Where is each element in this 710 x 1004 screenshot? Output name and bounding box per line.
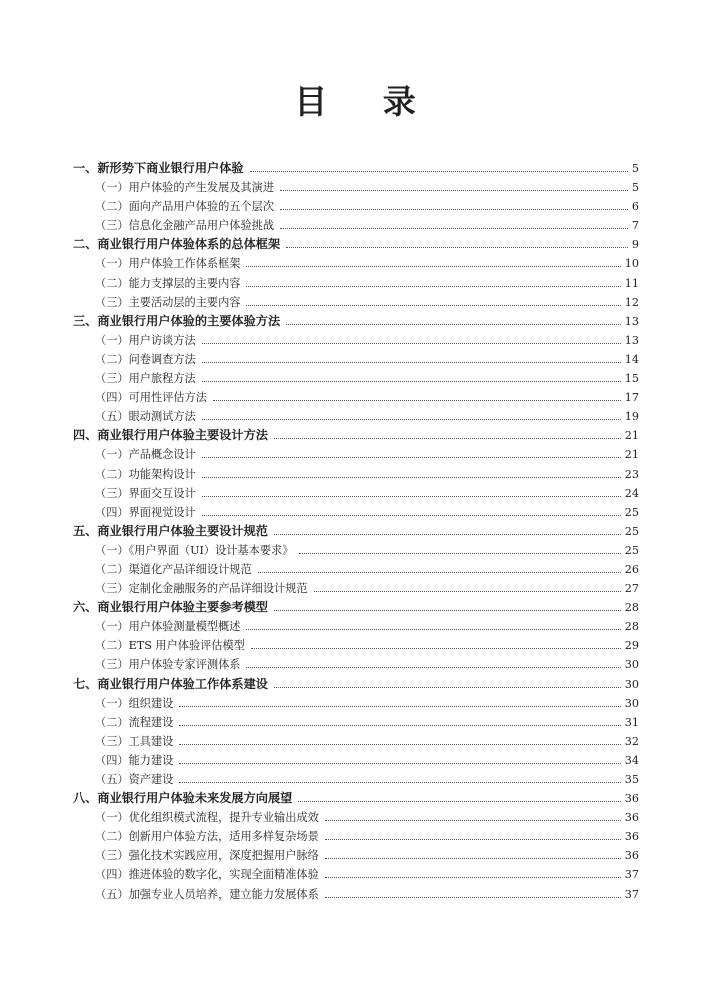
toc-page-number: 30 [624, 677, 639, 691]
dot-leader [246, 629, 620, 630]
dot-leader [250, 171, 628, 172]
toc-entry-label: （四）推进体验的数字化，实现全面精准体验 [95, 868, 319, 882]
toc-entry-label: （四）能力建设 [95, 753, 174, 767]
dot-leader [202, 343, 621, 344]
toc-entry-label: （四）界面视觉设计 [95, 505, 196, 519]
toc-entry-label: （三）定制化金融服务的产品详细设计规范 [95, 582, 308, 596]
toc-section-entry[interactable] [73, 636, 639, 655]
dot-leader [286, 247, 628, 248]
toc-page-number: 12 [624, 295, 639, 309]
page-title: 目 录 [294, 82, 438, 121]
dot-leader [286, 324, 621, 325]
table-of-contents [73, 159, 639, 904]
toc-section-entry[interactable] [73, 713, 639, 732]
dot-leader [246, 305, 620, 306]
dot-leader [251, 648, 621, 649]
toc-page-number: 32 [624, 734, 639, 748]
dot-leader [202, 477, 621, 478]
toc-section-entry[interactable] [73, 694, 639, 713]
dot-leader [179, 782, 620, 783]
toc-section-entry[interactable] [73, 331, 639, 350]
toc-page-number: 26 [624, 562, 639, 576]
toc-entry-label: （二）流程建设 [95, 715, 174, 729]
toc-chapter-entry[interactable] [73, 675, 639, 694]
toc-page-number: 5 [631, 181, 639, 195]
toc-page-number: 28 [624, 620, 639, 634]
toc-entry-label: （一）用户体验测量模型概述 [95, 620, 241, 634]
toc-entry-label: 一、新形势下商业银行用户体验 [73, 161, 244, 175]
toc-page-number: 25 [624, 524, 639, 538]
toc-entry-label: （一）组织建设 [95, 696, 174, 710]
toc-page-number: 37 [624, 887, 639, 901]
toc-entry-label: （二）面向产品用户体验的五个层次 [95, 200, 275, 214]
toc-section-entry[interactable] [73, 350, 639, 369]
toc-page-number: 30 [624, 696, 639, 710]
toc-entry-label: （五）眼动测试方法 [95, 410, 196, 424]
dot-leader [202, 362, 621, 363]
dot-leader [325, 839, 621, 840]
toc-page-number: 13 [624, 314, 639, 328]
toc-section-entry[interactable] [73, 216, 639, 235]
toc-section-entry[interactable] [73, 579, 639, 598]
dot-leader [179, 706, 620, 707]
toc-section-entry[interactable] [73, 617, 639, 636]
toc-chapter-entry[interactable] [73, 235, 639, 254]
toc-chapter-entry[interactable] [73, 522, 639, 541]
toc-entry-label: （三）界面交互设计 [95, 486, 196, 500]
dot-leader [246, 266, 620, 267]
dot-leader [274, 534, 621, 535]
toc-page-number: 36 [624, 830, 639, 844]
dot-leader [280, 228, 628, 229]
toc-page-number: 27 [624, 582, 639, 596]
toc-entry-label: （一）优化组织模式流程，提升专业输出成效 [95, 811, 319, 825]
dot-leader [179, 763, 620, 764]
toc-entry-label: （二）能力支撑层的主要内容 [95, 276, 241, 290]
toc-section-entry[interactable] [73, 407, 639, 426]
toc-section-entry[interactable] [73, 293, 639, 312]
toc-entry-label: 七、商业银行用户体验工作体系建设 [73, 676, 268, 691]
toc-entry-label: （三）主要活动层的主要内容 [95, 295, 241, 309]
toc-section-entry[interactable] [73, 445, 639, 464]
toc-section-entry[interactable] [73, 732, 639, 751]
toc-entry-label: （三）信息化金融产品用户体验挑战 [95, 219, 275, 233]
toc-chapter-entry[interactable] [73, 789, 639, 808]
dot-leader [202, 496, 621, 497]
toc-page-number: 21 [624, 448, 639, 462]
toc-page-number: 30 [624, 658, 639, 672]
toc-chapter-entry[interactable] [73, 159, 639, 178]
dot-leader [280, 209, 628, 210]
toc-section-entry[interactable] [73, 751, 639, 770]
toc-page-number: 37 [624, 868, 639, 882]
dot-leader [246, 667, 620, 668]
toc-entry-label: 四、商业银行用户体验主要设计方法 [73, 428, 268, 443]
toc-entry-label: （一）《用户界面（UI）设计基本要求》 [95, 543, 294, 557]
dot-leader [325, 877, 621, 878]
dot-leader [202, 381, 621, 382]
toc-section-entry[interactable] [73, 655, 639, 674]
toc-page-number: 28 [624, 601, 639, 615]
toc-entry-label: 三、商业银行用户体验的主要体验方法 [73, 313, 281, 328]
dot-leader [274, 438, 621, 439]
toc-page-number: 36 [624, 811, 639, 825]
toc-page-number: 5 [631, 162, 639, 175]
toc-page-number: 25 [624, 505, 639, 519]
toc-entry-label: （二）创新用户体验方法，适用多样复杂场景 [95, 830, 319, 844]
dot-leader [202, 419, 621, 420]
toc-page-number: 19 [624, 410, 639, 424]
dot-leader [179, 744, 620, 745]
toc-entry-label: 二、商业银行用户体验体系的总体框架 [73, 237, 281, 252]
toc-entry-label: （四）可用性评估方法 [95, 391, 207, 405]
toc-page-number: 36 [624, 792, 639, 806]
toc-chapter-entry[interactable] [73, 598, 639, 617]
toc-entry-label: （二）功能架构设计 [95, 467, 196, 481]
toc-entry-label: 六、商业银行用户体验主要参考模型 [73, 600, 268, 615]
toc-page-number: 11 [624, 276, 639, 290]
dot-leader [325, 897, 621, 898]
toc-entry-label: 五、商业银行用户体验主要设计规范 [73, 523, 268, 538]
toc-entry-label: （一）产品概念设计 [95, 448, 196, 462]
dot-leader [202, 457, 621, 458]
toc-entry-label: （三）用户体验专家评测体系 [95, 658, 241, 672]
toc-chapter-entry[interactable] [73, 426, 639, 445]
toc-entry-label: （二）ETS 用户体验评估模型 [95, 639, 245, 653]
dot-leader [246, 286, 620, 287]
dot-leader [280, 190, 628, 191]
toc-entry-label: （一）用户体验工作体系框架 [95, 257, 241, 271]
toc-entry-label: （一）用户体验的产生发展及其演进 [95, 181, 275, 195]
toc-entry-label: （一）用户访谈方法 [95, 333, 196, 347]
toc-entry-label: （三）强化技术实践应用，深度把握用户脉络 [95, 849, 319, 863]
toc-entry-label: （二）渠道化产品详细设计规范 [95, 562, 252, 576]
dot-leader [274, 610, 621, 611]
toc-page-number: 17 [624, 391, 639, 405]
toc-section-entry[interactable] [73, 178, 639, 197]
toc-page-number: 25 [624, 543, 639, 557]
toc-section-entry[interactable] [73, 846, 639, 865]
toc-page-number: 34 [624, 753, 639, 767]
dot-leader [325, 820, 621, 821]
toc-page-number: 9 [631, 238, 639, 252]
toc-entry-label: （二）问卷调查方法 [95, 352, 196, 366]
toc-page-number: 6 [631, 200, 639, 214]
toc-page-number: 13 [624, 333, 639, 347]
toc-entry-label: 八、商业银行用户体验未来发展方向展望 [73, 791, 293, 806]
toc-page-number: 15 [624, 372, 639, 386]
toc-page-number: 23 [624, 467, 639, 481]
toc-page-number: 31 [624, 715, 639, 729]
toc-section-entry[interactable] [73, 503, 639, 522]
toc-chapter-entry[interactable] [73, 312, 639, 331]
toc-section-entry[interactable] [73, 465, 639, 484]
toc-section-entry[interactable] [73, 484, 639, 503]
toc-section-entry[interactable] [73, 254, 639, 273]
toc-entry-label: （五）加强专业人员培养，建立能力发展体系 [95, 887, 319, 901]
toc-page-number: 29 [624, 639, 639, 653]
toc-section-entry[interactable] [73, 865, 639, 884]
toc-page-number: 36 [624, 849, 639, 863]
dot-leader [299, 553, 620, 554]
toc-section-entry[interactable] [73, 541, 639, 560]
dot-leader [298, 801, 620, 802]
dot-leader [213, 400, 621, 401]
toc-page-number: 24 [624, 486, 639, 500]
toc-section-entry[interactable] [73, 369, 639, 388]
toc-page-number: 35 [624, 773, 639, 786]
dot-leader [314, 591, 621, 592]
toc-section-entry[interactable] [73, 560, 639, 579]
toc-entry-label: （三）工具建设 [95, 734, 174, 748]
toc-page-number: 21 [624, 429, 639, 443]
toc-page-number: 10 [624, 257, 639, 271]
dot-leader [258, 572, 621, 573]
toc-section-entry[interactable] [73, 274, 639, 293]
toc-entry-label: （三）用户旅程方法 [95, 372, 196, 386]
dot-leader [179, 725, 620, 726]
dot-leader [202, 515, 621, 516]
toc-section-entry[interactable] [73, 885, 639, 904]
toc-section-entry[interactable] [73, 197, 639, 216]
toc-section-entry[interactable] [73, 388, 639, 407]
dot-leader [274, 687, 621, 688]
toc-page-number: 14 [624, 352, 639, 366]
toc-section-entry[interactable] [73, 770, 639, 789]
toc-section-entry[interactable] [73, 827, 639, 846]
toc-section-entry[interactable] [73, 808, 639, 827]
toc-entry-label: （五）资产建设 [95, 773, 174, 786]
dot-leader [325, 858, 621, 859]
toc-page-number: 7 [631, 219, 639, 233]
